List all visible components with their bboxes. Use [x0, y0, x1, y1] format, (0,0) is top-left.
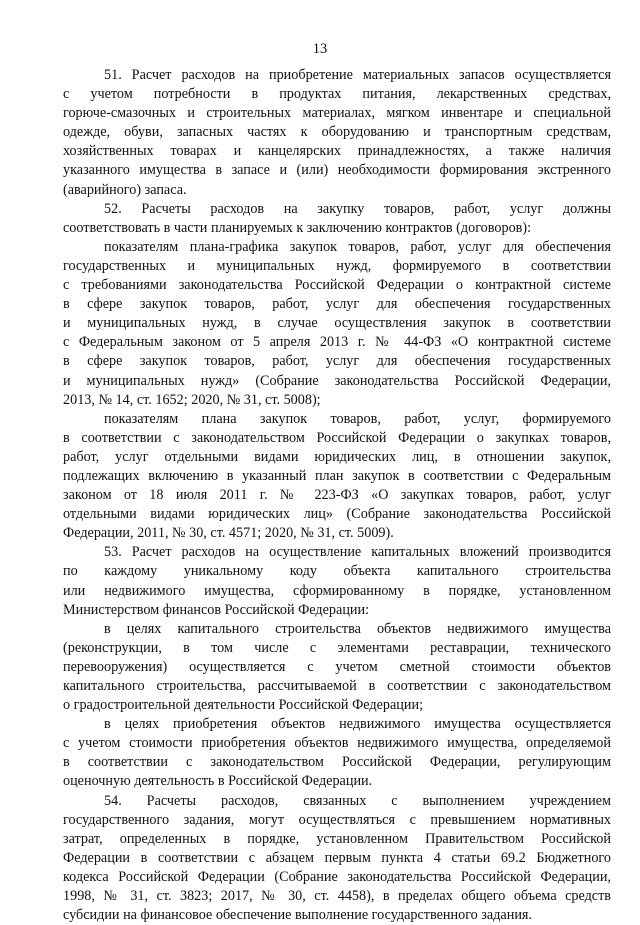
text-line: показателям плана-графика закупок товаров, работ, услуг для обеспечения — [104, 238, 611, 255]
text-line: или недвижимого имущества, сформированному в порядке, установленном — [63, 582, 611, 599]
text-line: в сфере закупок товаров, работ, услуг для обеспечения государственных — [63, 296, 611, 313]
text-line: указанного имущества в запасе и (или) необходимости формирования экстренного — [63, 162, 611, 179]
text-line: и муниципальных нужд» (Собрание законодательства Российской Федерации, — [63, 372, 611, 389]
paragraph-52-procurement-plan — [63, 410, 611, 544]
text-line: государственных и муниципальных нужд, формируемого в соответствии — [63, 257, 611, 274]
text-line: государственного задания, могут осуществляться с превышением нормативных — [63, 811, 611, 828]
text-line: 1998, № 31, ст. 3823; 2017, № 30, ст. 4458), в пределах общего объема средств — [63, 888, 611, 905]
text-line: 51. Расчет расходов на приобретение материальных запасов осуществляется — [104, 67, 611, 83]
text-line: Федерации в соответствии с абзацем первым пункта 4 статьи 69.2 Бюджетного — [63, 849, 611, 866]
paragraph-52-plan-schedule — [63, 238, 611, 410]
text-line: и муниципальных нужд, в случае осуществления закупок в соответствии — [63, 315, 611, 332]
text-line: подлежащих включению в указанный план закупок в соответствии с Федеральным — [63, 467, 611, 484]
text-line: 2013, № 14, ст. 1652; 2020, № 31, ст. 5008); — [63, 391, 321, 408]
text-line: субсидии на финансовое обеспечение выполнение государственного задания. — [63, 907, 532, 924]
text-line: (реконструкции, в том числе с элементами реставрации, технического — [63, 639, 611, 656]
text-line: в соответствии с законодательством Российской Федерации, регулирующим — [63, 754, 611, 771]
text-line: показателям плана закупок товаров, работ, услуг, формируемого — [104, 410, 611, 427]
text-line: по каждому уникальному коду объекта капитального строительства — [63, 563, 611, 580]
text-line: одежде, обуви, запасных частях к оборудованию и транспортным средствам, — [63, 124, 611, 141]
page-number: 13 — [312, 41, 328, 57]
text-line: с учетом стоимости приобретения объектов недвижимого имущества, определяемой — [63, 735, 611, 752]
text-line: кодекса Российской Федерации (Собрание законодательства Российской Федерации, — [63, 868, 611, 885]
text-line: с Федеральным законом от 5 апреля 2013 г. № 44-ФЗ «О контрактной системе — [63, 334, 611, 351]
text-line: хозяйственных товарах и канцелярских принадлежностях, а также наличия — [63, 143, 611, 160]
text-line: 52. Расчеты расходов на закупку товаров, работ, услуг должны — [104, 200, 611, 217]
text-line: оценочную деятельность в Российской Федерации. — [63, 773, 373, 790]
text-line: Федерации, 2011, № 30, ст. 4571; 2020, № 31, ст. 5009). — [63, 525, 394, 542]
text-line: в целях капитального строительства объектов недвижимого имущества — [104, 620, 611, 637]
paragraph-52 — [63, 200, 611, 238]
paragraph-53 — [63, 543, 611, 619]
text-line: перевооружения) осуществляется с учетом сметной стоимости объектов — [63, 658, 611, 675]
paragraph-53-construction — [63, 620, 611, 715]
text-line: Министерством финансов Российской Федерации: — [63, 601, 370, 618]
text-line: 53. Расчет расходов на осуществление капитальных вложений производится — [104, 544, 611, 561]
text-line: с учетом потребности в продуктах питания, лекарственных средствах, — [63, 86, 611, 103]
text-line: 54. Расчеты расходов, связанных с выполнением учреждением — [104, 792, 611, 809]
text-line: отдельными видами юридических лиц» (Собрание законодательства Российской — [63, 506, 611, 523]
text-line: работ, услуг отдельными видами юридических лиц, в отношении закупок, — [63, 448, 611, 465]
text-line: законом от 18 июля 2011 г. № 223-ФЗ «О закупках товаров, работ, услуг — [63, 487, 611, 504]
text-line: (аварийного) запаса. — [63, 181, 187, 198]
text-line: в сфере закупок товаров, работ, услуг для обеспечения государственных — [63, 353, 611, 370]
paragraph-53-acquisition — [63, 715, 611, 791]
text-line: капитального строительства, рассчитываемой в соответствии с законодательством — [63, 678, 611, 694]
text-line: горюче-смазочных и строительных материалах, мягком инвентаре и специальной — [63, 105, 611, 122]
text-line: в соответствии с законодательством Российской Федерации о закупках товаров, — [63, 429, 611, 446]
text-line: соответствовать в части планируемых к заключению контрактов (договоров): — [63, 219, 532, 236]
text-line: в целях приобретения объектов недвижимого имущества осуществляется — [104, 716, 611, 733]
paragraph-51 — [63, 66, 611, 200]
text-line: затрат, определенных в порядке, установленном Правительством Российской — [63, 830, 611, 847]
text-line: о градостроительной деятельности Российской Федерации; — [63, 697, 424, 714]
text-line: с требованиями законодательства Российской Федерации о контрактной системе — [63, 277, 611, 294]
document-body — [63, 66, 611, 925]
